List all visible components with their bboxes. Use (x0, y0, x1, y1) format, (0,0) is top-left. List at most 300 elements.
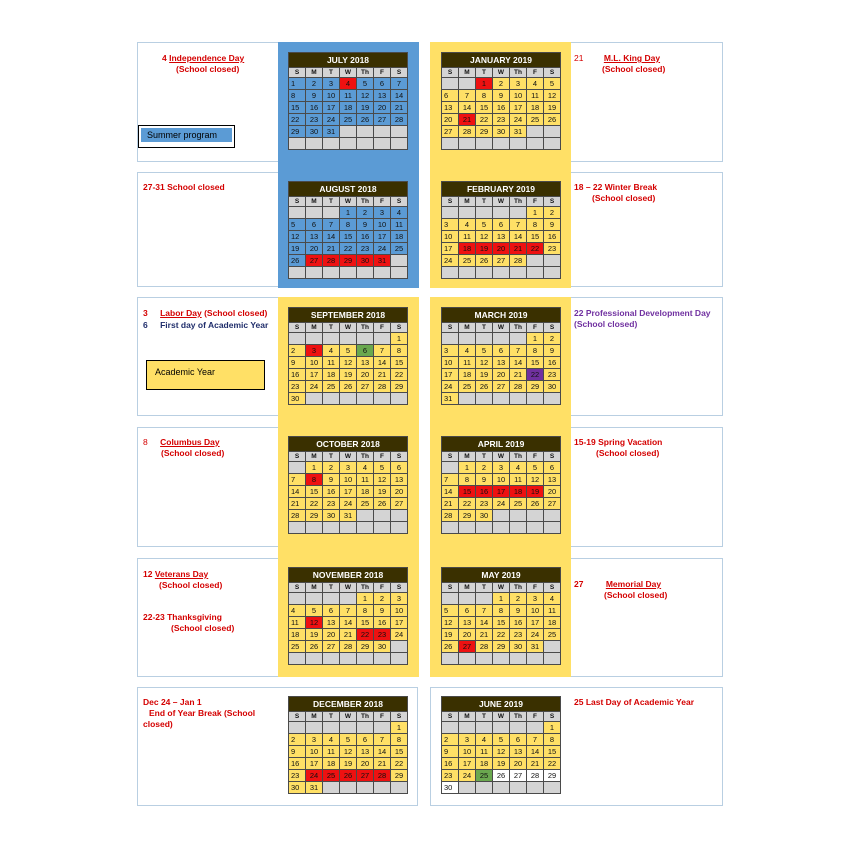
day-cell: 30 (289, 393, 306, 405)
day-cell: 11 (323, 746, 340, 758)
note-sub: (School closed) (602, 64, 666, 74)
note-labor-day (143, 308, 278, 319)
note-memorial-day (574, 579, 714, 601)
empty-cell (340, 593, 357, 605)
empty-cell (306, 207, 323, 219)
day-cell: 19 (544, 102, 561, 114)
empty-cell (289, 722, 306, 734)
weekday-label: Th (357, 452, 374, 462)
week-row (289, 498, 408, 510)
empty-cell (374, 393, 391, 405)
calendar-september-2018 (288, 307, 408, 405)
day-cell: 18 (340, 102, 357, 114)
day-cell: 23 (476, 498, 493, 510)
week-row (442, 369, 561, 381)
day-cell: 25 (459, 255, 476, 267)
day-cell: 13 (357, 746, 374, 758)
day-cell: 13 (442, 102, 459, 114)
week-row (289, 231, 408, 243)
day-cell: 21 (476, 629, 493, 641)
empty-cell (510, 138, 527, 150)
day-cell: 4 (357, 462, 374, 474)
day-cell: 15 (527, 231, 544, 243)
week-row (289, 267, 408, 279)
empty-cell (442, 522, 459, 534)
day-cell: 3 (391, 593, 408, 605)
note-sub: (School closed) (161, 448, 225, 458)
day-cell: 8 (391, 345, 408, 357)
empty-cell (476, 593, 493, 605)
day-cell: 25 (391, 243, 408, 255)
day-cell: 22 (357, 629, 374, 641)
empty-cell (357, 510, 374, 522)
day-cell: 25 (323, 381, 340, 393)
weekday-label: S (544, 712, 561, 722)
weekday-label: Th (357, 583, 374, 593)
day-cell: 29 (459, 510, 476, 522)
note-veterans-day (143, 569, 268, 591)
day-cell: 19 (476, 369, 493, 381)
day-cell: 17 (493, 486, 510, 498)
day-cell: 11 (459, 231, 476, 243)
empty-cell (323, 333, 340, 345)
note-date: 3 (143, 308, 148, 318)
weekday-label: S (289, 197, 306, 207)
empty-cell (374, 333, 391, 345)
day-cell: 16 (544, 357, 561, 369)
day-cell: 11 (527, 90, 544, 102)
day-cell: 29 (289, 126, 306, 138)
week-row (442, 474, 561, 486)
day-cell: 3 (323, 78, 340, 90)
empty-cell (391, 138, 408, 150)
day-cell: 30 (289, 782, 306, 794)
day-cell: 20 (306, 243, 323, 255)
day-cell: 13 (544, 474, 561, 486)
empty-cell (442, 722, 459, 734)
day-cell: 25 (544, 629, 561, 641)
empty-cell (374, 653, 391, 665)
day-cell: 30 (374, 641, 391, 653)
empty-cell (476, 722, 493, 734)
empty-cell (527, 653, 544, 665)
weekday-label: S (289, 323, 306, 333)
day-cell: 3 (442, 345, 459, 357)
day-cell: 15 (289, 102, 306, 114)
empty-cell (340, 653, 357, 665)
day-cell: 23 (493, 114, 510, 126)
empty-cell (459, 207, 476, 219)
empty-cell (527, 510, 544, 522)
day-cell: 11 (340, 90, 357, 102)
empty-cell (493, 510, 510, 522)
day-cell: 7 (527, 734, 544, 746)
note-sub: (School closed) (574, 319, 638, 329)
day-cell: 2 (374, 593, 391, 605)
day-cell: 15 (476, 102, 493, 114)
day-cell: 10 (459, 746, 476, 758)
empty-cell (357, 126, 374, 138)
weekday-label: T (476, 712, 493, 722)
empty-cell (289, 267, 306, 279)
day-cell: 2 (306, 78, 323, 90)
note-first-day (143, 320, 278, 331)
week-row (442, 267, 561, 279)
day-cell: 24 (527, 629, 544, 641)
day-cell: 15 (459, 486, 476, 498)
day-cell: 4 (459, 345, 476, 357)
day-cell: 13 (306, 231, 323, 243)
day-cell: 24 (306, 381, 323, 393)
weekday-label: F (374, 68, 391, 78)
week-row (442, 593, 561, 605)
empty-cell (493, 393, 510, 405)
note-sub: (School closed) (204, 308, 268, 318)
empty-cell (544, 510, 561, 522)
calendar-november-2018 (288, 567, 408, 665)
day-cell: 26 (442, 641, 459, 653)
day-cell: 10 (527, 605, 544, 617)
empty-cell (357, 393, 374, 405)
day-cell: 22 (527, 369, 544, 381)
day-cell: 10 (442, 231, 459, 243)
empty-cell (510, 333, 527, 345)
empty-cell (527, 393, 544, 405)
empty-cell (289, 333, 306, 345)
empty-cell (340, 126, 357, 138)
day-cell: 6 (391, 462, 408, 474)
week-row (289, 369, 408, 381)
day-cell: 30 (544, 381, 561, 393)
week-row (442, 114, 561, 126)
day-cell: 1 (493, 593, 510, 605)
day-cell: 2 (357, 207, 374, 219)
day-cell: 7 (476, 605, 493, 617)
empty-cell (544, 653, 561, 665)
weekday-label: S (289, 68, 306, 78)
weekday-label: F (374, 712, 391, 722)
day-cell: 8 (544, 734, 561, 746)
week-row (289, 126, 408, 138)
day-cell: 30 (323, 510, 340, 522)
note-title: 18 – 22 Winter Break (574, 182, 658, 192)
week-row (289, 90, 408, 102)
day-cell: 7 (374, 345, 391, 357)
empty-cell (374, 722, 391, 734)
day-cell: 25 (459, 381, 476, 393)
empty-cell (510, 653, 527, 665)
weekday-label: Th (357, 197, 374, 207)
day-cell: 4 (323, 345, 340, 357)
empty-cell (510, 393, 527, 405)
weekday-label: S (442, 197, 459, 207)
day-cell: 7 (442, 474, 459, 486)
note-last-day: 25 Last Day of Academic Year (574, 697, 695, 707)
day-cell: 10 (442, 357, 459, 369)
note-date: 4 (162, 53, 167, 63)
day-cell: 6 (442, 90, 459, 102)
empty-cell (527, 522, 544, 534)
day-cell: 29 (357, 641, 374, 653)
empty-cell (357, 333, 374, 345)
week-row (442, 102, 561, 114)
day-cell: 27 (306, 255, 323, 267)
day-cell: 8 (476, 90, 493, 102)
weekday-label: S (442, 68, 459, 78)
weekday-label: S (289, 583, 306, 593)
day-cell: 27 (357, 770, 374, 782)
weekday-label: S (289, 712, 306, 722)
note-date: 21 (574, 53, 584, 63)
day-cell: 1 (289, 78, 306, 90)
day-cell: 29 (391, 381, 408, 393)
day-cell: 26 (357, 114, 374, 126)
day-cell: 10 (374, 219, 391, 231)
week-row (289, 734, 408, 746)
note-title: M.L. King Day (603, 53, 661, 63)
day-cell: 24 (510, 114, 527, 126)
weekday-label: W (493, 197, 510, 207)
day-cell: 15 (306, 486, 323, 498)
day-cell: 19 (340, 758, 357, 770)
weekday-label: T (476, 452, 493, 462)
day-cell: 27 (459, 641, 476, 653)
empty-cell (289, 462, 306, 474)
day-cell: 18 (527, 102, 544, 114)
week-row (289, 593, 408, 605)
week-row (289, 746, 408, 758)
weekday-label: T (323, 323, 340, 333)
day-cell: 27 (493, 381, 510, 393)
day-cell: 7 (459, 90, 476, 102)
day-cell: 15 (527, 357, 544, 369)
day-cell: 9 (374, 605, 391, 617)
empty-cell (340, 522, 357, 534)
weekday-label: S (442, 452, 459, 462)
day-cell: 27 (391, 498, 408, 510)
day-cell: 27 (323, 641, 340, 653)
empty-cell (323, 207, 340, 219)
empty-cell (289, 593, 306, 605)
weekday-label: S (391, 197, 408, 207)
empty-cell (459, 267, 476, 279)
day-cell: 16 (510, 617, 527, 629)
weekday-label: S (391, 323, 408, 333)
day-cell: 20 (544, 486, 561, 498)
day-cell: 29 (544, 770, 561, 782)
day-cell: 4 (289, 605, 306, 617)
day-cell: 23 (544, 243, 561, 255)
weekday-label: F (374, 452, 391, 462)
weekday-label: W (340, 712, 357, 722)
empty-cell (323, 722, 340, 734)
day-cell: 8 (357, 605, 374, 617)
month-title: SEPTEMBER 2018 (289, 308, 408, 323)
day-cell: 17 (442, 369, 459, 381)
day-cell: 14 (527, 746, 544, 758)
weekday-label: S (442, 583, 459, 593)
note-winter-break (574, 182, 714, 204)
empty-cell (306, 653, 323, 665)
empty-cell (510, 782, 527, 794)
empty-cell (544, 393, 561, 405)
weekday-label: F (374, 583, 391, 593)
day-cell: 17 (391, 617, 408, 629)
day-cell: 20 (357, 369, 374, 381)
day-cell: 25 (510, 498, 527, 510)
day-cell: 16 (289, 758, 306, 770)
day-cell: 27 (374, 114, 391, 126)
day-cell: 27 (493, 255, 510, 267)
day-cell: 28 (476, 641, 493, 653)
weekday-label: T (476, 197, 493, 207)
day-cell: 25 (527, 114, 544, 126)
day-cell: 3 (306, 345, 323, 357)
week-row (442, 522, 561, 534)
day-cell: 30 (510, 641, 527, 653)
day-cell: 29 (391, 770, 408, 782)
day-cell: 10 (323, 90, 340, 102)
weekday-label: S (391, 712, 408, 722)
day-cell: 1 (391, 333, 408, 345)
note-date: 8 (143, 437, 148, 447)
empty-cell (527, 722, 544, 734)
day-cell: 22 (459, 498, 476, 510)
day-cell: 9 (544, 345, 561, 357)
week-row (289, 393, 408, 405)
week-row (442, 498, 561, 510)
day-cell: 26 (340, 381, 357, 393)
empty-cell (357, 653, 374, 665)
day-cell: 15 (493, 617, 510, 629)
day-cell: 8 (340, 219, 357, 231)
weekday-label: W (493, 583, 510, 593)
day-cell: 3 (374, 207, 391, 219)
day-cell: 24 (391, 629, 408, 641)
day-cell: 28 (323, 255, 340, 267)
empty-cell (306, 138, 323, 150)
week-row (289, 510, 408, 522)
weekday-label: S (289, 452, 306, 462)
day-cell: 13 (391, 474, 408, 486)
day-cell: 1 (391, 722, 408, 734)
weekday-label: M (459, 323, 476, 333)
day-cell: 10 (306, 746, 323, 758)
empty-cell (459, 78, 476, 90)
empty-cell (476, 522, 493, 534)
weekday-label: M (459, 452, 476, 462)
day-cell: 14 (510, 357, 527, 369)
day-cell: 10 (391, 605, 408, 617)
day-cell: 1 (527, 207, 544, 219)
empty-cell (527, 267, 544, 279)
day-cell: 7 (391, 78, 408, 90)
day-cell: 26 (493, 770, 510, 782)
note-ml-king-day (574, 53, 714, 75)
day-cell: 4 (476, 734, 493, 746)
day-cell: 8 (459, 474, 476, 486)
day-cell: 26 (306, 641, 323, 653)
day-cell: 24 (493, 498, 510, 510)
week-row (289, 333, 408, 345)
day-cell: 15 (391, 357, 408, 369)
week-row (289, 522, 408, 534)
day-cell: 28 (289, 510, 306, 522)
week-row (289, 641, 408, 653)
day-cell: 12 (442, 617, 459, 629)
week-row (289, 243, 408, 255)
empty-cell (391, 267, 408, 279)
note-title: Memorial Day (605, 579, 662, 589)
empty-cell (510, 510, 527, 522)
calendar-february-2019 (441, 181, 561, 279)
day-cell: 18 (459, 369, 476, 381)
weekday-label: T (323, 712, 340, 722)
day-cell: 28 (510, 381, 527, 393)
day-cell: 2 (476, 462, 493, 474)
note-line1: Dec 24 – Jan 1 (143, 697, 202, 707)
day-cell: 8 (527, 219, 544, 231)
day-cell: 14 (340, 617, 357, 629)
legend-academic-year: Academic Year (146, 360, 265, 390)
day-cell: 5 (340, 345, 357, 357)
day-cell: 20 (510, 758, 527, 770)
day-cell: 2 (323, 462, 340, 474)
day-cell: 23 (357, 243, 374, 255)
day-cell: 3 (340, 462, 357, 474)
day-cell: 9 (306, 90, 323, 102)
day-cell: 17 (527, 617, 544, 629)
empty-cell (289, 138, 306, 150)
empty-cell (374, 522, 391, 534)
day-cell: 12 (289, 231, 306, 243)
empty-cell (493, 522, 510, 534)
day-cell: 31 (374, 255, 391, 267)
day-cell: 22 (527, 243, 544, 255)
note-professional-development (574, 308, 719, 330)
day-cell: 15 (357, 617, 374, 629)
note-sub: (School closed) (592, 193, 656, 203)
empty-cell (289, 522, 306, 534)
day-cell: 22 (493, 629, 510, 641)
empty-cell (459, 333, 476, 345)
weekday-label: T (323, 197, 340, 207)
empty-cell (306, 333, 323, 345)
day-cell: 21 (340, 629, 357, 641)
empty-cell (357, 138, 374, 150)
day-cell: 14 (510, 231, 527, 243)
day-cell: 12 (374, 474, 391, 486)
day-cell: 4 (340, 78, 357, 90)
week-row (442, 90, 561, 102)
day-cell: 30 (357, 255, 374, 267)
day-cell: 16 (374, 617, 391, 629)
empty-cell (459, 782, 476, 794)
day-cell: 18 (391, 231, 408, 243)
weekday-label: M (459, 68, 476, 78)
day-cell: 20 (391, 486, 408, 498)
week-row (442, 782, 561, 794)
weekday-label: Th (357, 712, 374, 722)
week-row (289, 462, 408, 474)
day-cell: 20 (459, 629, 476, 641)
weekday-label: T (476, 583, 493, 593)
day-cell: 27 (442, 126, 459, 138)
day-cell: 9 (289, 357, 306, 369)
day-cell: 16 (357, 231, 374, 243)
month-title: MARCH 2019 (442, 308, 561, 323)
month-title: APRIL 2019 (442, 437, 561, 452)
